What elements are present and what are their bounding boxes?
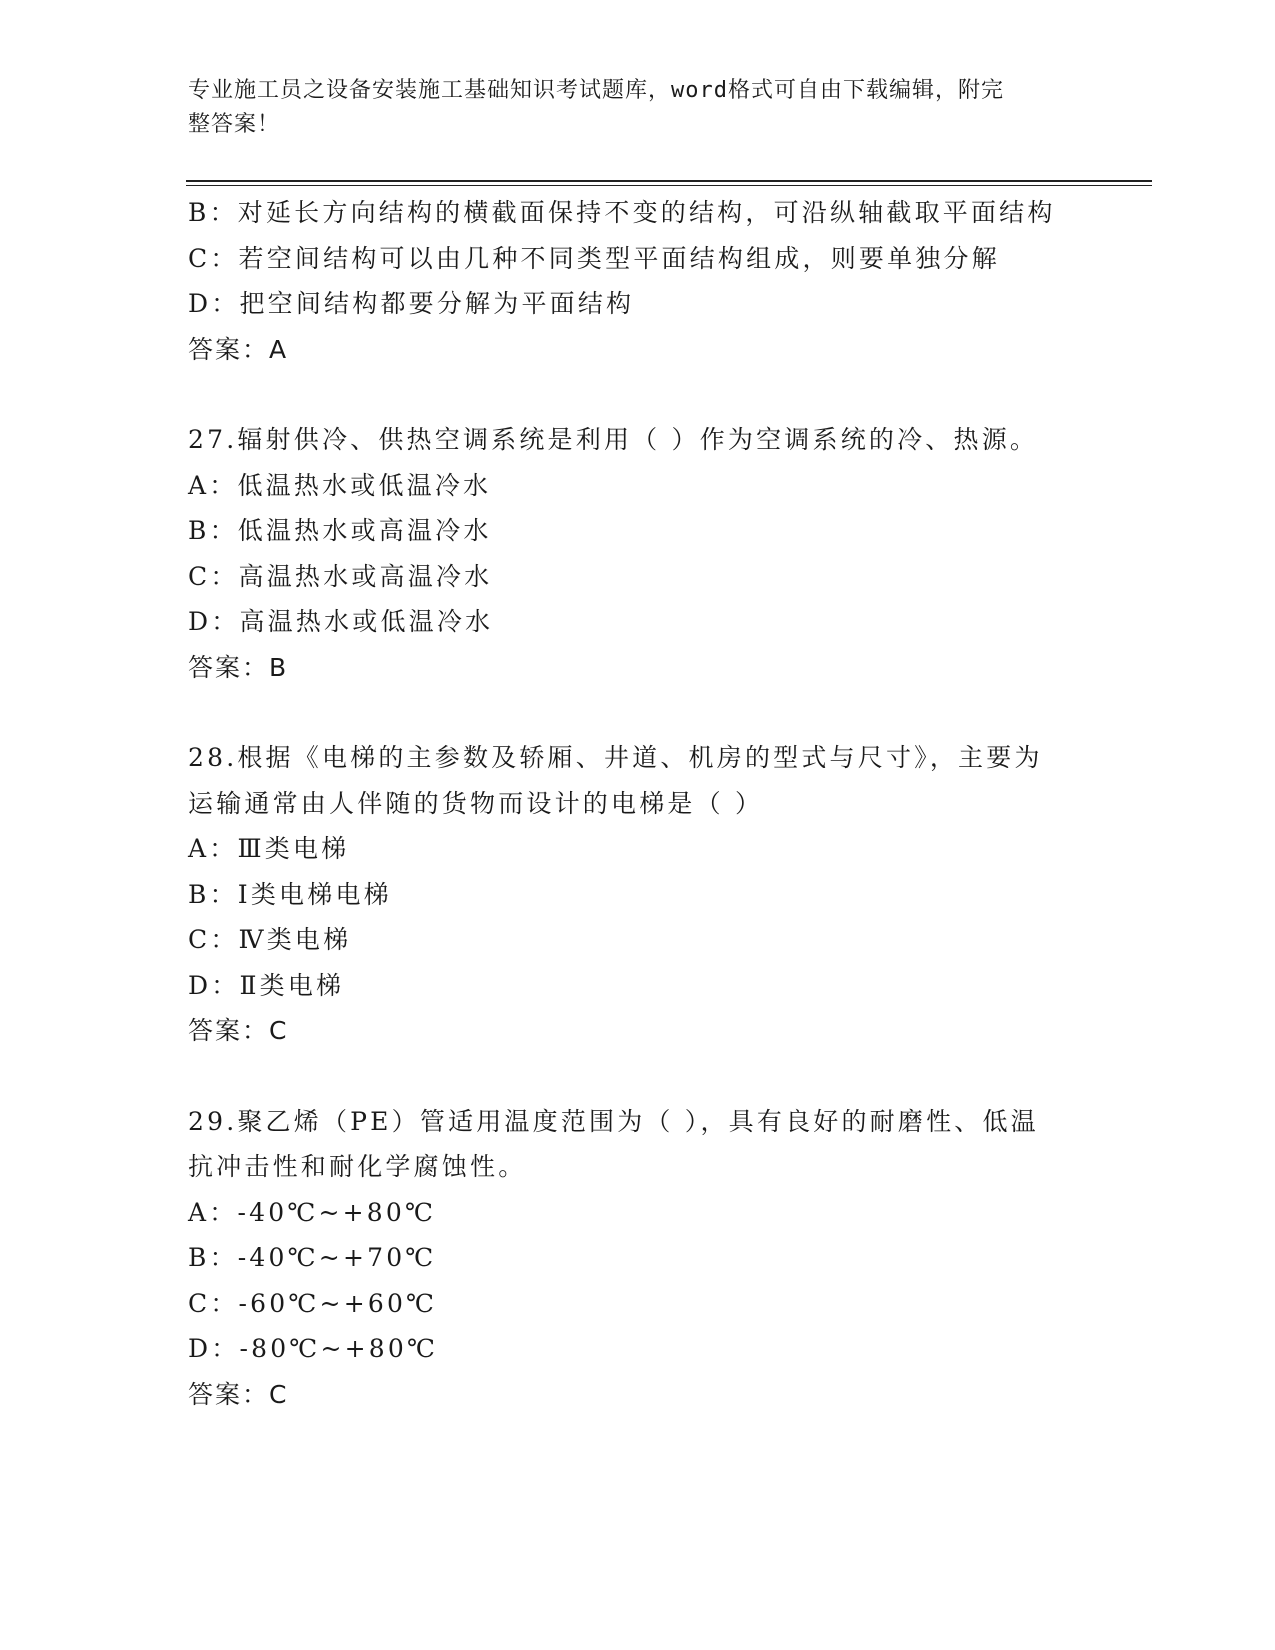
question-26-tail: [188, 190, 1088, 372]
question-27: [188, 417, 1088, 690]
option-b: B：Ⅰ类电梯电梯: [188, 879, 392, 909]
option-c: C：-60℃~+60℃: [188, 1288, 438, 1318]
option-a: A：Ⅲ类电梯: [188, 834, 350, 863]
option-a: A：-40℃~+80℃: [188, 1197, 437, 1227]
spacer: [188, 1054, 1088, 1099]
header-divider: [186, 180, 1152, 186]
option-c: C：高温热水或高温冷水: [188, 561, 493, 591]
option-c: C：Ⅳ类电梯: [188, 925, 352, 954]
option-d: D：-80℃~+80℃: [188, 1334, 439, 1363]
option-b: B：对延长方向结构的横截面保持不变的结构，可沿纵轴截取平面结构: [188, 198, 1056, 227]
page-header: [188, 74, 1088, 142]
option-b: B：-40℃~+70℃: [188, 1243, 437, 1272]
option-d: D：高温热水或低温冷水: [188, 607, 494, 636]
answer: 答案：B: [188, 652, 289, 682]
spacer: [188, 372, 1088, 417]
spacer: [188, 690, 1088, 735]
question-28: [188, 735, 1088, 1054]
question-stem-line2: 抗冲击性和耐化学腐蚀性。: [188, 1152, 527, 1181]
option-b: B：低温热水或高温冷水: [188, 516, 492, 545]
answer: 答案：C: [188, 1379, 289, 1409]
header-title-line1: 专业施工员之设备安装施工基础知识考试题库，word格式可自由下载编辑，附完: [188, 78, 1004, 103]
question-stem-line1: 29.聚乙烯（PE）管适用温度范围为（ ），具有良好的耐磨性、低温: [188, 1106, 1039, 1136]
answer: 答案：C: [188, 1016, 289, 1045]
answer: 答案：A: [188, 334, 289, 364]
option-c: C：若空间结构可以由几种不同类型平面结构组成，则要单独分解: [188, 243, 1000, 273]
question-stem-line2: 运输通常由人伴随的货物而设计的电梯是（ ）: [188, 788, 764, 818]
option-a: A：低温热水或低温冷水: [188, 470, 492, 500]
header-title-line2: 整答案！: [188, 112, 281, 137]
question-stem: 27.辐射供冷、供热空调系统是利用（ ）作为空调系统的冷、热源。: [188, 425, 1039, 454]
option-d: D：把空间结构都要分解为平面结构: [188, 289, 635, 318]
question-stem-line1: 28.根据《电梯的主参数及轿厢、井道、机房的型式与尺寸》，主要为: [188, 743, 1043, 772]
document-body: [188, 190, 1088, 1417]
question-29: [188, 1099, 1088, 1418]
option-d: D：Ⅱ类电梯: [188, 970, 345, 1000]
